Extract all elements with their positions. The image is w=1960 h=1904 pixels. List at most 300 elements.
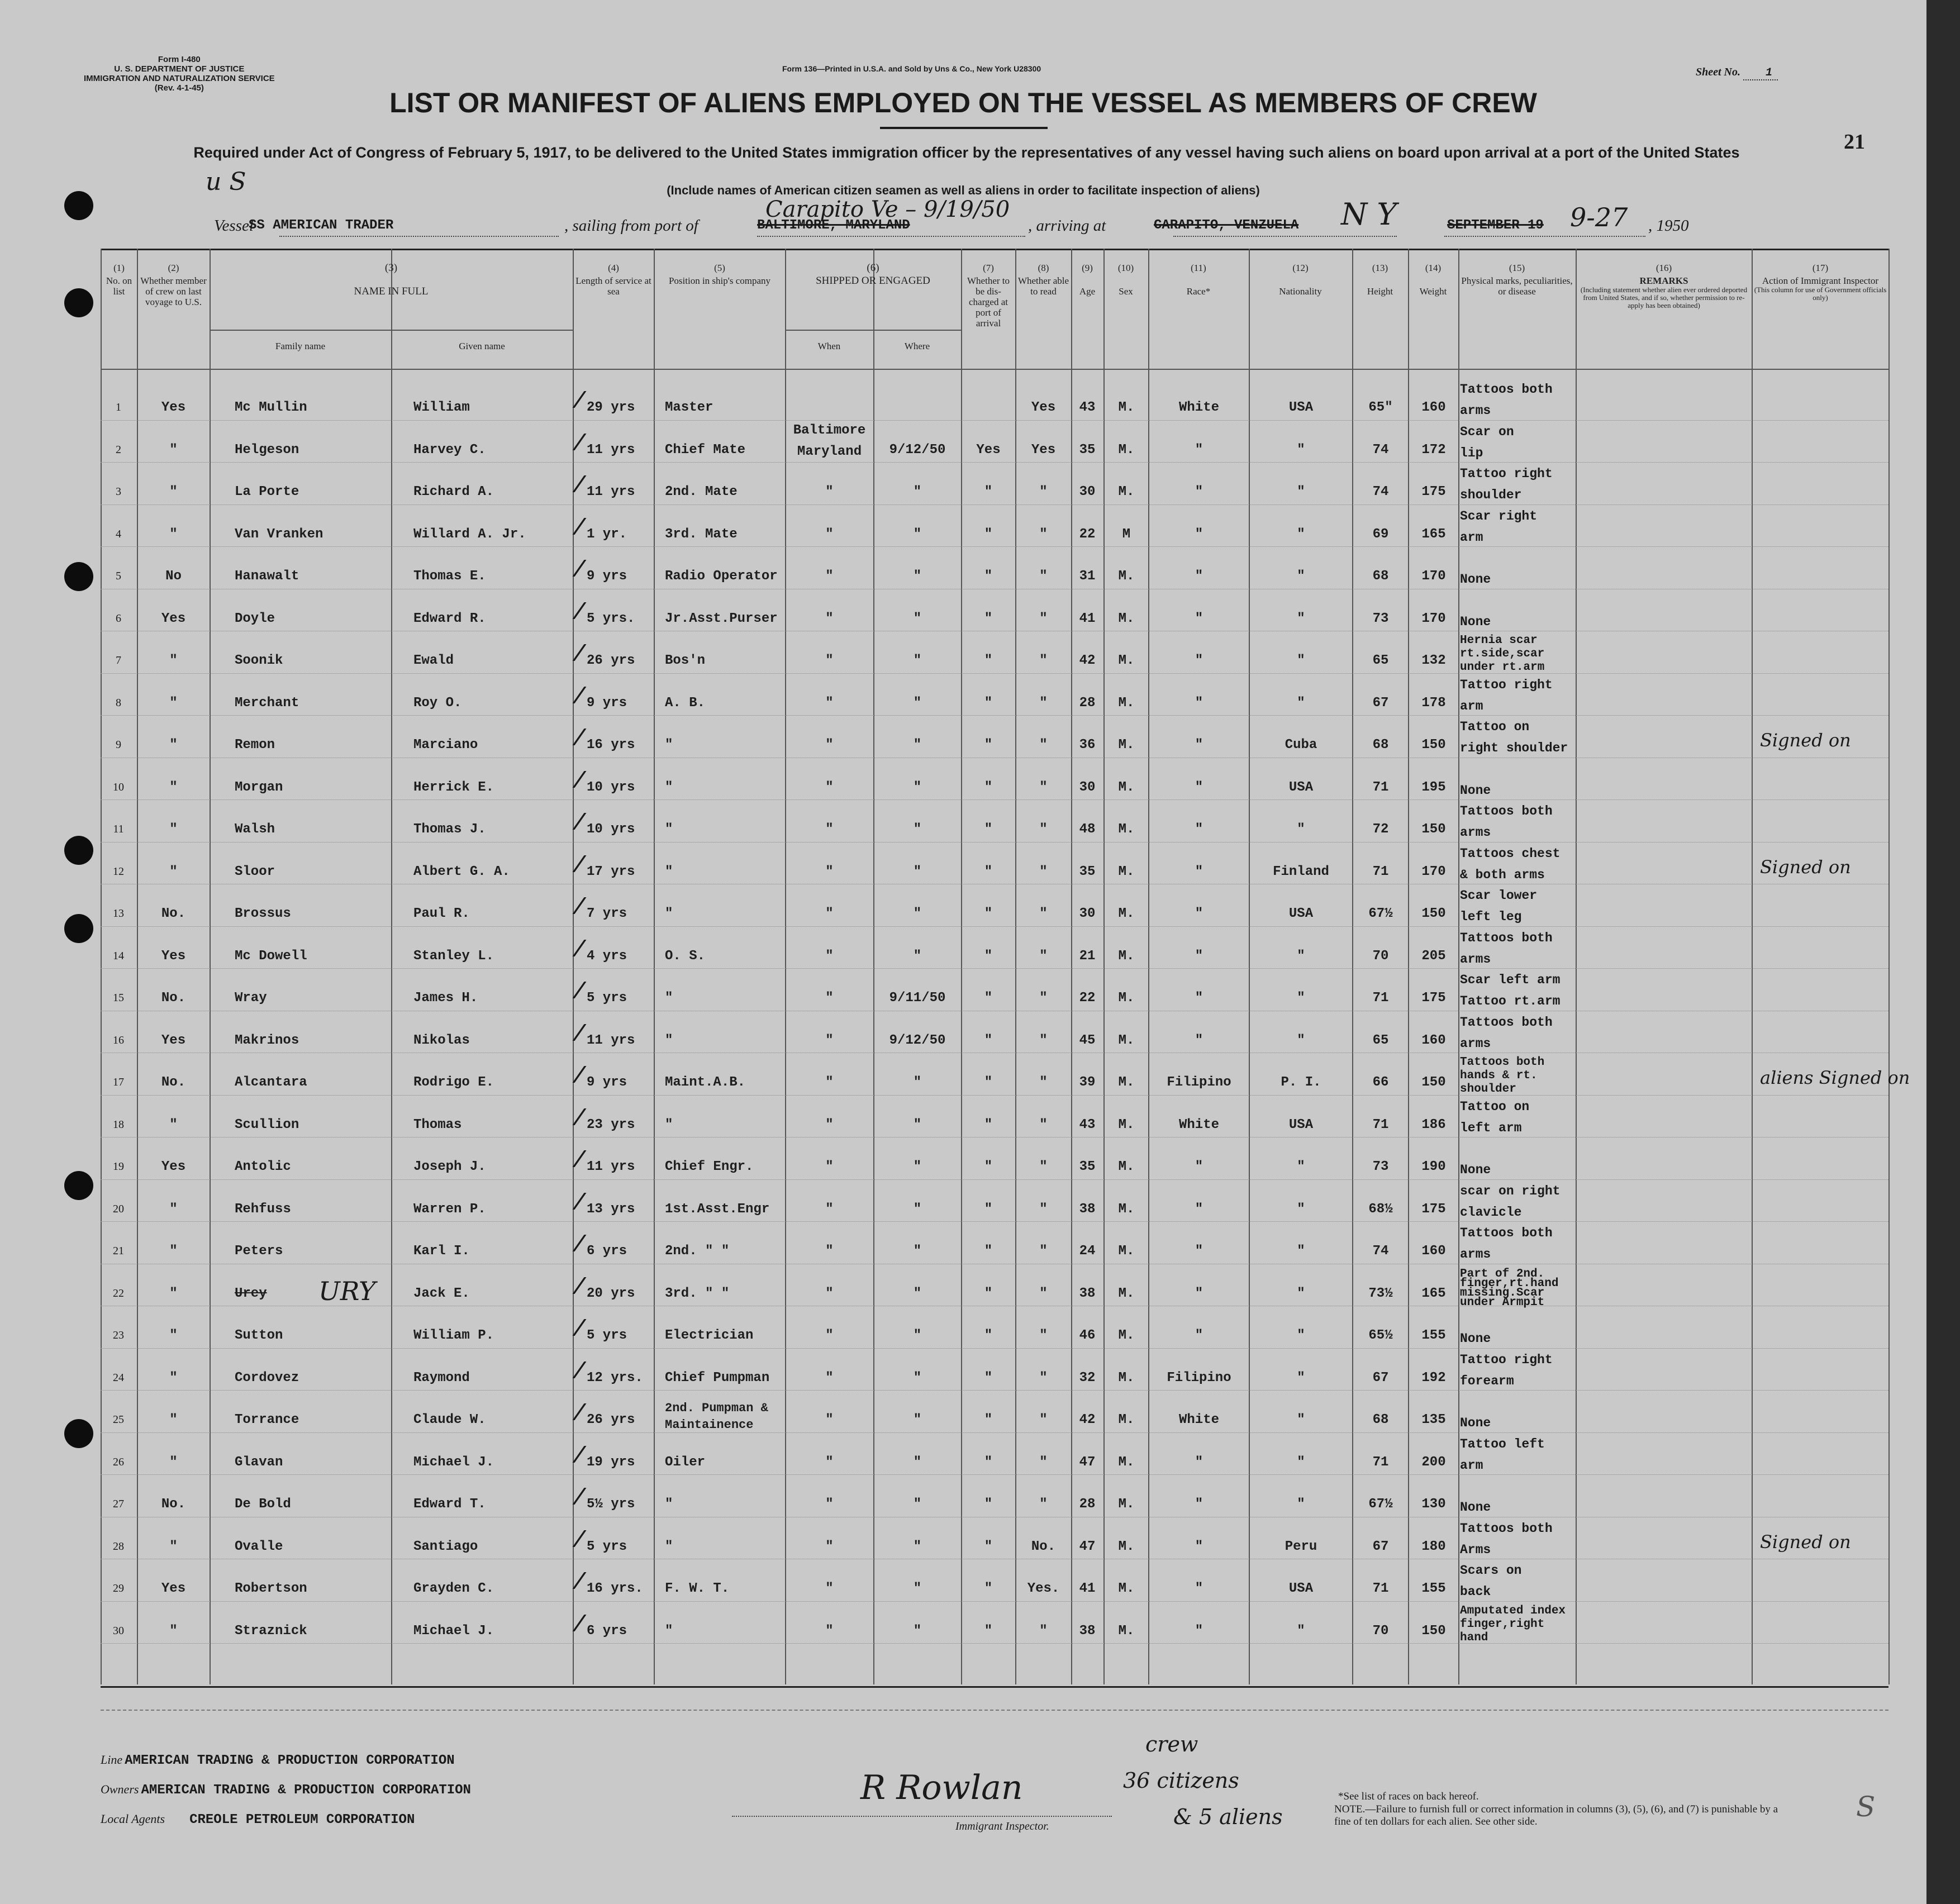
physical-mark-line: shoulder: [1460, 488, 1522, 502]
weight: 186: [1421, 1117, 1446, 1132]
able-to-read: ": [1039, 1623, 1048, 1639]
position: ": [665, 779, 673, 795]
race: ": [1195, 526, 1203, 542]
given-name: Santiago: [413, 1539, 478, 1554]
physical-marks: [1460, 1434, 1545, 1476]
row-number: 19: [113, 1160, 124, 1173]
row-number: 6: [116, 612, 121, 625]
page-number: 21: [1844, 130, 1865, 154]
age: 22: [1079, 991, 1096, 1006]
nationality: ": [1297, 611, 1305, 626]
race: ": [1195, 653, 1203, 668]
column-rule: [1752, 249, 1753, 1684]
weight: 192: [1421, 1370, 1446, 1386]
physical-mark-line: None: [1460, 1416, 1491, 1430]
physical-mark-line: Tattoos both: [1460, 1226, 1553, 1240]
service-length: 1 yr.: [587, 526, 627, 542]
physical-marks: [1460, 843, 1560, 886]
physical-mark-line: scar on right: [1460, 1183, 1561, 1198]
arrival-date-handwritten: 9-27: [1570, 202, 1628, 232]
position: Chief Engr.: [665, 1159, 754, 1174]
position: ": [665, 737, 673, 753]
crew-last-voyage: Yes: [161, 611, 186, 626]
age: 35: [1079, 442, 1096, 458]
sex: M.: [1118, 1370, 1135, 1386]
sheet-number-value: 1: [1743, 66, 1778, 80]
physical-mark-line: & both arms: [1460, 867, 1545, 882]
nationality: ": [1297, 526, 1305, 542]
height: 67: [1372, 1370, 1389, 1386]
physical-mark-line: Scar on: [1460, 424, 1514, 439]
position: 3rd. Mate: [665, 526, 738, 542]
column-rule: [573, 249, 574, 1684]
given-name: Richard A.: [413, 484, 494, 499]
height: 66: [1372, 1075, 1389, 1090]
row-number: 26: [113, 1455, 124, 1468]
header-bottom-rule: [101, 369, 1888, 370]
service-length: 9 yrs: [587, 695, 627, 711]
service-length: 11 yrs: [587, 442, 635, 458]
weight: 180: [1421, 1539, 1446, 1554]
column-rule: [137, 249, 138, 1684]
family-name: Torrance: [235, 1412, 299, 1427]
discharged: ": [984, 779, 993, 795]
physical-marks: [1460, 1012, 1553, 1054]
col4-header: (4) Length of service at sea: [575, 263, 651, 297]
column-rule: [1888, 249, 1890, 1684]
able-to-read: No.: [1031, 1539, 1056, 1554]
discharged: ": [984, 1581, 993, 1596]
crew-last-voyage: Yes: [161, 1581, 186, 1596]
height: 73: [1372, 611, 1389, 626]
given-name: Albert G. A.: [413, 864, 510, 879]
nationality: ": [1297, 948, 1305, 964]
shipped-where: ": [913, 1286, 922, 1301]
physical-mark-line: None: [1460, 1331, 1491, 1346]
physical-marks: [1460, 1412, 1491, 1434]
shipped-when: ": [825, 1539, 834, 1554]
weight: 175: [1421, 991, 1446, 1006]
physical-mark-line: Tattoos both: [1460, 382, 1553, 397]
age: 31: [1079, 569, 1096, 584]
sex: M.: [1118, 569, 1135, 584]
crew-last-voyage: ": [169, 1539, 178, 1554]
shipped-when: ": [825, 653, 834, 668]
nationality: USA: [1288, 1581, 1314, 1596]
sex: M.: [1118, 822, 1135, 837]
shipped-when: ": [825, 737, 834, 753]
race: Filipino: [1167, 1370, 1231, 1386]
race: ": [1195, 1032, 1203, 1048]
shipped-when: ": [825, 864, 834, 879]
sailing-port-handwritten: Carapito Ve – 9/19/50: [765, 197, 1010, 222]
age: 38: [1079, 1201, 1096, 1217]
family-name: Scullion: [235, 1117, 299, 1132]
crew-last-voyage: ": [169, 864, 178, 879]
service-length: 23 yrs: [587, 1117, 635, 1132]
family-name: De Bold: [235, 1497, 291, 1512]
shipped-where: ": [913, 1623, 922, 1639]
discharged: ": [984, 737, 993, 753]
physical-mark-line: None: [1460, 614, 1491, 629]
able-to-read: Yes.: [1027, 1581, 1060, 1596]
shipped-where: 9/12/50: [889, 442, 946, 458]
family-name: Hanawalt: [235, 569, 299, 584]
able-to-read: ": [1039, 991, 1048, 1006]
shipped-when: ": [825, 991, 834, 1006]
owners-value: AMERICAN TRADING & PRODUCTION CORPORATION: [141, 1783, 471, 1798]
crew-last-voyage: Yes: [161, 948, 186, 964]
service-length: 10 yrs: [587, 779, 635, 795]
given-name: Michael J.: [413, 1623, 494, 1639]
weight: 190: [1421, 1159, 1446, 1174]
discharged: ": [984, 526, 993, 542]
shipped-when: ": [825, 1412, 834, 1427]
service-length: 11 yrs: [587, 1159, 635, 1174]
race: ": [1195, 1581, 1203, 1596]
sex: M.: [1118, 1286, 1135, 1301]
shipped-subheader-rule: [785, 330, 961, 331]
family-name-header: Family name: [275, 341, 326, 351]
nationality: ": [1297, 1201, 1305, 1217]
weight: 150: [1421, 1623, 1446, 1639]
height: 74: [1372, 442, 1389, 458]
physical-mark-line: lip: [1460, 445, 1483, 460]
crew-last-voyage: ": [169, 1370, 178, 1386]
discharged: ": [984, 1244, 993, 1259]
nationality: ": [1297, 1412, 1305, 1427]
given-name: Thomas E.: [413, 569, 486, 584]
weight: 150: [1421, 1075, 1446, 1090]
shipped-when: ": [825, 948, 834, 964]
col6-header: (6) SHIPPED OR ENGAGED: [816, 262, 930, 287]
given-name: Joseph J.: [413, 1159, 486, 1174]
sex: M.: [1118, 1159, 1135, 1174]
service: IMMIGRATION AND NATURALIZATION SERVICE: [84, 74, 275, 83]
age: 24: [1079, 1244, 1096, 1259]
race: ": [1195, 695, 1203, 711]
race: ": [1195, 864, 1203, 879]
agents-value: CREOLE PETROLEUM CORPORATION: [189, 1812, 415, 1827]
discharged: ": [984, 1286, 993, 1301]
able-to-read: ": [1039, 1412, 1048, 1427]
discharged: ": [984, 864, 993, 879]
nationality: ": [1297, 1032, 1305, 1048]
form-number: Form I-480: [158, 55, 201, 64]
sex: M.: [1118, 1032, 1135, 1048]
handwritten-us: u S: [206, 168, 246, 196]
shipped-when: ": [825, 1497, 834, 1512]
shipped-when: ": [825, 1370, 834, 1386]
weight: 170: [1421, 611, 1446, 626]
physical-mark-line: forearm: [1460, 1373, 1514, 1388]
physical-mark-line: arm: [1460, 530, 1483, 545]
physical-marks: [1460, 969, 1560, 1012]
column-rule: [101, 249, 102, 1684]
shipped-where: ": [913, 1539, 922, 1554]
row-number: 23: [113, 1329, 124, 1341]
col5-header: (5) Position in ship's company: [668, 263, 771, 286]
physical-mark-line: None: [1460, 783, 1491, 798]
row-number: 13: [113, 907, 124, 920]
physical-marks: [1460, 1159, 1491, 1181]
crew-last-voyage: No.: [161, 1497, 186, 1512]
physical-marks: [1460, 1096, 1529, 1139]
crew-last-voyage: ": [169, 779, 178, 795]
discharged: ": [984, 906, 993, 921]
age: 47: [1079, 1454, 1096, 1470]
inspector-label: Immigrant Inspector.: [955, 1820, 1049, 1832]
physical-mark-line: None: [1460, 1500, 1491, 1515]
age: 21: [1079, 948, 1096, 964]
race: ": [1195, 948, 1203, 964]
family-name: Urey: [235, 1286, 267, 1301]
able-to-read: ": [1039, 864, 1048, 879]
nationality: USA: [1288, 906, 1314, 921]
nationality: ": [1297, 1244, 1305, 1259]
dotted-rule: [1173, 236, 1397, 237]
race: White: [1178, 1412, 1219, 1427]
row-bottom-rule: [101, 1179, 1888, 1180]
nationality: USA: [1288, 1117, 1314, 1132]
row-number: 15: [113, 992, 124, 1004]
row-number: 17: [113, 1076, 124, 1088]
given-name: Roy O.: [413, 695, 462, 711]
physical-mark-line: Part of 2nd.: [1460, 1267, 1545, 1281]
row-number: 2: [116, 443, 121, 456]
given-name: Stanley L.: [413, 948, 494, 964]
arriving-label: , arriving at: [1028, 217, 1106, 235]
able-to-read: ": [1039, 737, 1048, 753]
position: Chief Pumpman: [665, 1370, 770, 1386]
physical-mark-line: missing.Scar: [1460, 1286, 1545, 1300]
col10-header: (10) Sex: [1117, 263, 1134, 297]
given-name: Nikolas: [413, 1032, 470, 1048]
crew-last-voyage: ": [169, 1244, 178, 1259]
physical-mark-line: Tattoos both: [1460, 1521, 1553, 1536]
physical-mark-line: Tattoos both: [1460, 1015, 1553, 1030]
physical-mark-line: left leg: [1460, 910, 1522, 924]
sex: M.: [1118, 1244, 1135, 1259]
crew-last-voyage: No: [165, 569, 182, 584]
row-number: 18: [113, 1118, 124, 1131]
weight: 172: [1421, 442, 1446, 458]
col9-header: (9) Age: [1079, 263, 1096, 297]
weight: 170: [1421, 864, 1446, 879]
physical-marks: [1460, 611, 1491, 632]
weight: 175: [1421, 1201, 1446, 1217]
discharged: ": [984, 695, 993, 711]
physical-marks: [1460, 1497, 1491, 1518]
shipped-where: ": [913, 569, 922, 584]
shipped-where: 9/12/50: [889, 1032, 946, 1048]
shipped-where: ": [913, 1370, 922, 1386]
shipped-when: ": [825, 611, 834, 626]
nationality: P. I.: [1281, 1075, 1321, 1090]
physical-mark-line: arms: [1460, 1247, 1491, 1262]
crew-last-voyage: ": [169, 1117, 178, 1132]
discharged: ": [984, 1370, 993, 1386]
crew-last-voyage: ": [169, 1623, 178, 1639]
sex: M.: [1118, 906, 1135, 921]
race: White: [1178, 1117, 1219, 1132]
position: Electrician: [665, 1328, 754, 1343]
given-name: Marciano: [413, 737, 478, 753]
physical-mark-line: None: [1460, 1163, 1491, 1177]
race: ": [1195, 779, 1203, 795]
given-name: James H.: [413, 991, 478, 1006]
physical-marks: [1460, 780, 1491, 801]
inspector-action: aliens Signed on: [1760, 1067, 1910, 1088]
able-to-read: ": [1039, 779, 1048, 795]
shipped-where: ": [913, 1159, 922, 1174]
position: 1st.Asst.Engr: [665, 1201, 770, 1217]
service-length: 10 yrs: [587, 822, 635, 837]
age: 48: [1079, 822, 1096, 837]
position: 2nd. Pumpman & Maintainence: [665, 1401, 768, 1432]
weight: 135: [1421, 1412, 1446, 1427]
age: 47: [1079, 1539, 1096, 1554]
row-bottom-rule: [101, 1643, 1888, 1644]
able-to-read: ": [1039, 611, 1048, 626]
service-length: 9 yrs: [587, 569, 627, 584]
row-number: 30: [113, 1624, 124, 1637]
owners-field: [101, 1782, 471, 1798]
age: 28: [1079, 1497, 1096, 1512]
crew-last-voyage: ": [169, 1286, 178, 1301]
physical-mark-line: arm: [1460, 698, 1483, 713]
shipped-where: ": [913, 1075, 922, 1090]
able-to-read: ": [1039, 569, 1048, 584]
row-number: 28: [113, 1540, 124, 1553]
physical-marks: [1460, 1222, 1553, 1265]
row-number: 7: [116, 654, 121, 667]
position: Maint.A.B.: [665, 1075, 746, 1090]
column-rule: [1576, 249, 1577, 1684]
shipped-where: ": [913, 1244, 922, 1259]
position: ": [665, 1539, 673, 1554]
service-length: 6 yrs: [587, 1623, 627, 1639]
discharged: ": [984, 1075, 993, 1090]
able-to-read: ": [1039, 1370, 1048, 1386]
physical-mark-line: Tattoos both: [1460, 804, 1553, 818]
crew-last-voyage: ": [169, 1201, 178, 1217]
nationality: ": [1297, 653, 1305, 668]
physical-mark-line: arms: [1460, 1036, 1491, 1051]
line-field: [101, 1753, 455, 1768]
discharged: Yes: [976, 442, 1001, 458]
row-number: 21: [113, 1245, 124, 1257]
position: Jr.Asst.Purser: [665, 611, 778, 626]
position: Chief Mate: [665, 442, 746, 458]
column-rule: [210, 249, 211, 1684]
age: 45: [1079, 1032, 1096, 1048]
col7-header: (7) Whether to be dis-charged at port of arrival: [967, 263, 1010, 329]
position: Master: [665, 400, 713, 415]
discharged: ": [984, 1539, 993, 1554]
family-name: Walsh: [235, 822, 275, 837]
physical-mark-line: Scar right: [1460, 508, 1538, 523]
position: F. W. T.: [665, 1581, 730, 1596]
shipped-when: ": [825, 1581, 834, 1596]
given-name-header: Given name: [459, 341, 505, 351]
row-bottom-rule: [101, 1390, 1888, 1391]
dotted-rule: [1444, 236, 1645, 237]
height: 71: [1372, 1117, 1389, 1132]
family-name: Alcantara: [235, 1075, 307, 1090]
sex: M.: [1118, 779, 1135, 795]
col14-header: (14) Weight: [1419, 263, 1447, 297]
family-name: Mc Mullin: [235, 400, 307, 415]
dotted-rule: [757, 236, 1025, 237]
discharged: ": [984, 1412, 993, 1427]
service-length: 19 yrs: [587, 1454, 635, 1470]
physical-mark-line: Tattoo on: [1460, 1099, 1530, 1114]
col13-header: (13) Height: [1367, 263, 1393, 297]
able-to-read: ": [1039, 1454, 1048, 1470]
service-length: 7 yrs: [587, 906, 627, 921]
crew-last-voyage: ": [169, 737, 178, 753]
sex: M.: [1118, 484, 1135, 499]
shipped-where: ": [913, 906, 922, 921]
year: , 1950: [1648, 217, 1689, 235]
family-name: Antolic: [235, 1159, 291, 1174]
crew-last-voyage: ": [169, 526, 178, 542]
row-number: 24: [113, 1371, 124, 1384]
owners-label: Owners: [101, 1782, 139, 1796]
shipped-when: ": [825, 526, 834, 542]
height: 65: [1372, 653, 1389, 668]
row-bottom-rule: [101, 799, 1888, 800]
able-to-read: ": [1039, 1201, 1048, 1217]
given-name: Harvey C.: [413, 442, 486, 458]
able-to-read: ": [1039, 1032, 1048, 1048]
physical-mark-line: under Armpit: [1460, 1296, 1545, 1309]
service-length: 11 yrs: [587, 484, 635, 499]
discharged: ": [984, 1159, 993, 1174]
physical-marks: [1460, 927, 1553, 970]
physical-mark-line: arm: [1460, 1458, 1483, 1473]
name-subheader-rule: [210, 330, 573, 331]
physical-mark-line: Scar left arm: [1460, 973, 1561, 987]
shipped-where: ": [913, 1328, 922, 1343]
physical-marks: [1460, 569, 1491, 590]
position: O. S.: [665, 948, 706, 964]
binder-hole: [64, 1419, 93, 1448]
physical-marks: [1460, 674, 1553, 717]
family-name: Morgan: [235, 779, 283, 795]
position: Radio Operator: [665, 569, 778, 584]
physical-mark-line: Hernia scar: [1460, 634, 1538, 647]
given-name: Paul R.: [413, 906, 470, 921]
weight: 150: [1421, 737, 1446, 753]
physical-mark-line: hands & rt.: [1460, 1069, 1538, 1082]
nationality: ": [1297, 1454, 1305, 1470]
nationality: Peru: [1285, 1539, 1317, 1554]
shipped-when: ": [825, 1454, 834, 1470]
age: 35: [1079, 864, 1096, 879]
position: Bos'n: [665, 653, 706, 668]
able-to-read: ": [1039, 1159, 1048, 1174]
physical-mark-line: arms: [1460, 951, 1491, 967]
race: ": [1195, 1623, 1203, 1639]
able-to-read: Yes: [1031, 400, 1056, 415]
row-bottom-rule: [101, 504, 1888, 505]
row-bottom-rule: [101, 1432, 1888, 1433]
age: 38: [1079, 1623, 1096, 1639]
physical-marks: [1460, 1349, 1553, 1392]
given-name: William: [413, 400, 470, 415]
